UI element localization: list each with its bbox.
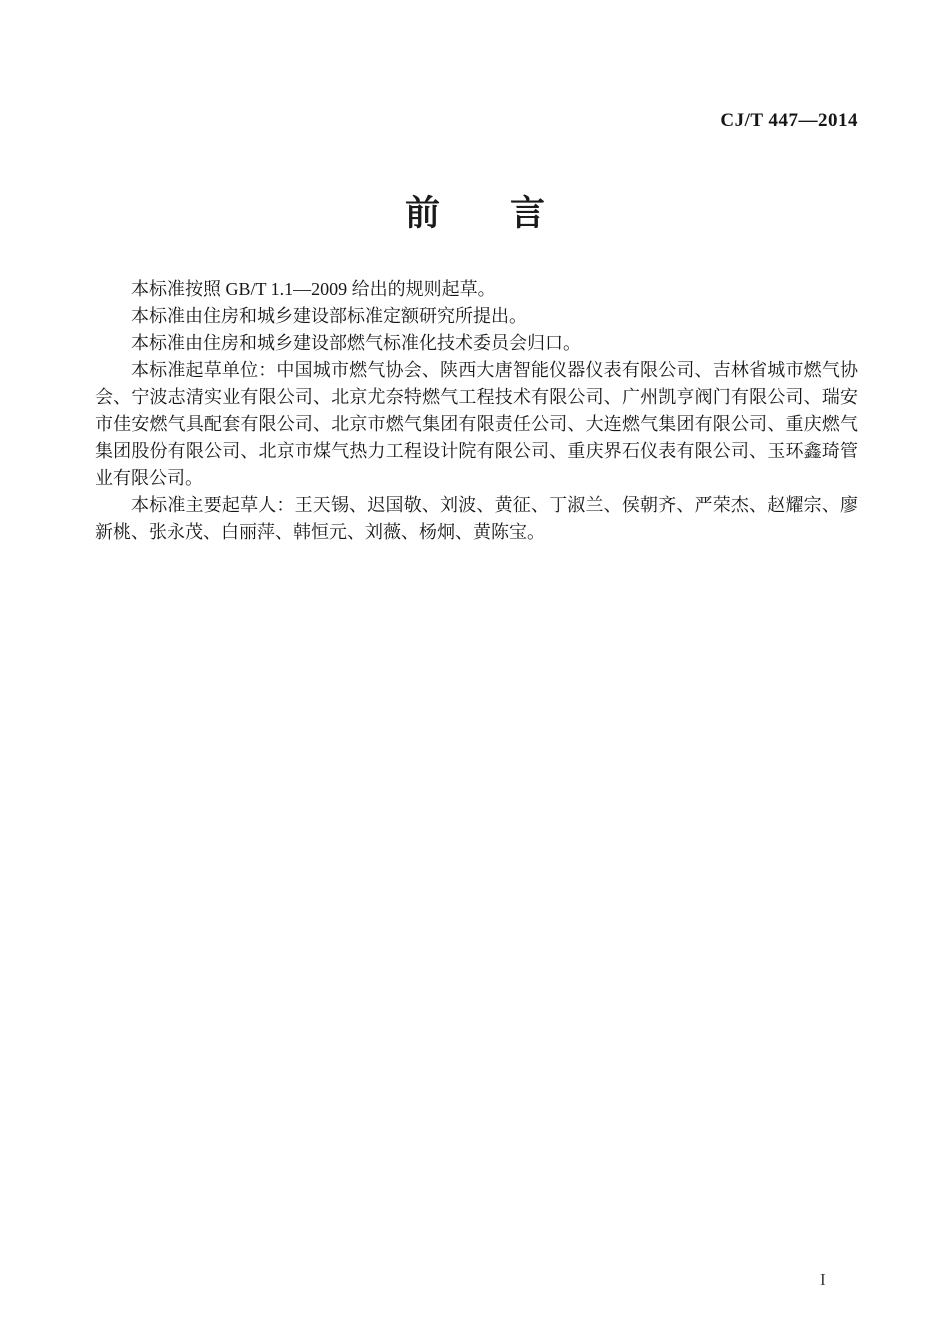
paragraph-proposed-by: 本标准由住房和城乡建设部标准定额研究所提出。 bbox=[131, 306, 527, 326]
page-title: 前 言 bbox=[404, 194, 545, 233]
foreword-body bbox=[95, 276, 858, 546]
paragraph-main-drafters: 本标准主要起草人：王天锡、迟国敬、刘波、黄征、丁淑兰、侯朝齐、严荣杰、赵耀宗、廖新桃、张永茂、白丽萍、韩恒元、刘薇、杨炯、黄陈宝。 bbox=[95, 495, 858, 542]
page-number: I bbox=[820, 1270, 826, 1289]
paragraph-drafting-organizations: 本标准起草单位：中国城市燃气协会、陕西大唐智能仪器仪表有限公司、吉林省城市燃气协会、宁波志清实业有限公司、北京尤奈特燃气工程技术有限公司、广州凯亨阀门有限公司、瑞安市佳安燃气具配套有限公司、北京市燃气集团有限责任公司、大连燃气集团有限公司、重庆燃气集团股份有限公司、北京市煤气热力工程设计院有限公司、重庆界石仪表有限公司、玉环鑫琦管业有限公司。 bbox=[95, 360, 858, 488]
paragraph-drafting-rule: 本标准按照 GB/T 1.1—2009 给出的规则起草。 bbox=[131, 279, 496, 299]
doc-code: CJ/T 447—2014 bbox=[720, 110, 858, 131]
paragraph-centralized-by: 本标准由住房和城乡建设部燃气标准化技术委员会归口。 bbox=[131, 333, 581, 353]
